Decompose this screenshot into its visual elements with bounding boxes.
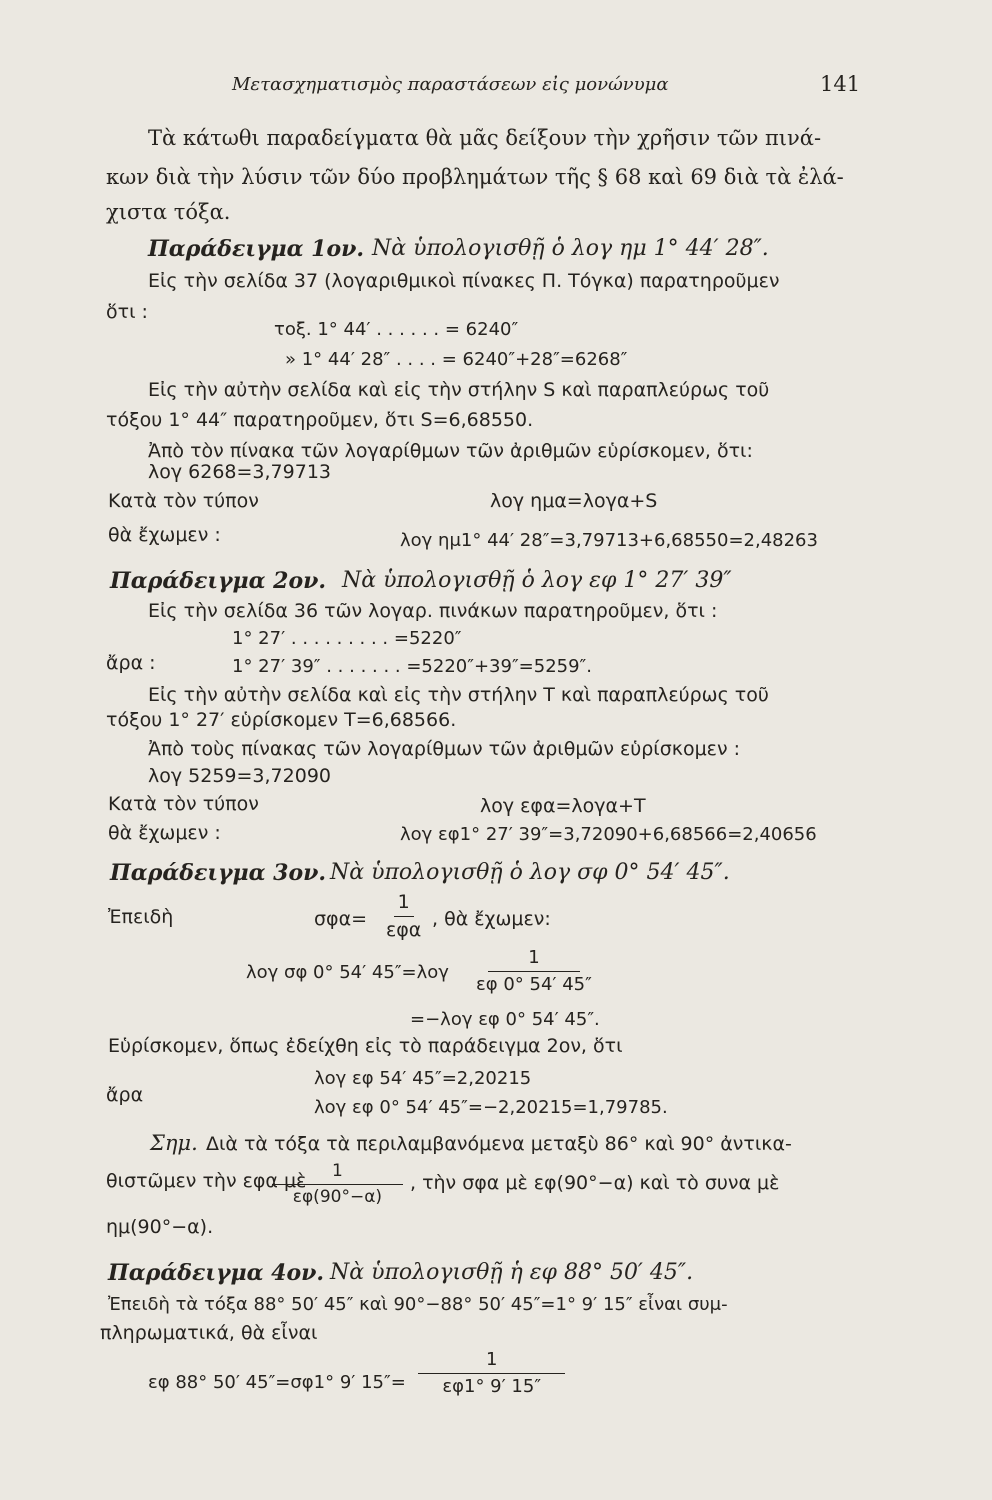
example-2-eq-2: 1° 27′ 39″ . . . . . . . =5220″+39″=5259″. [232, 656, 592, 677]
example-3-fraction-2 [472, 948, 596, 995]
fraction-numerator: 1 [394, 892, 414, 917]
example-3-line-1: Εὑρίσκομεν, ὅπως ἐδείχθη εἰς τὸ παράδειγμα 2ον, ὅτι [108, 1035, 623, 1057]
example-2-ara: ἄρα : [106, 652, 156, 674]
example-1-line-1: Εἰς τὴν σελίδα 37 (λογαριθμικοὶ πίνακες Π. Τόγκα) παρατηροῦμεν [148, 270, 780, 292]
example-2-result-label: θὰ ἔχωμεν : [108, 822, 221, 844]
example-3-fraction-1 [382, 892, 425, 942]
example-3-sfa-rhs: , θὰ ἔχωμεν: [432, 908, 551, 930]
example-1-line-3: Εἰς τὴν αὐτὴν σελίδα καὶ εἰς τὴν στήλην S καὶ παραπλεύρως τοῦ [148, 379, 770, 401]
example-1-heading: Παράδειγμα 1ον. [148, 236, 365, 262]
fraction-denominator: εφ1° 9′ 15″ [442, 1375, 542, 1397]
intro-line-3: χιστα τόξα. [106, 200, 231, 224]
example-4-fraction [418, 1350, 565, 1397]
example-3-task: Νὰ ὑπολογισθῇ ὁ λογ σφ 0° 54′ 45″. [330, 860, 730, 885]
fraction-denominator: εφα [386, 918, 422, 941]
intro-line-1: Τὰ κάτωθι παραδείγματα θὰ μᾶς δείξουν τὴν χρῆσιν τῶν πινά- [148, 126, 822, 150]
example-3-eq-2: =−λογ εφ 0° 54′ 45″. [410, 1009, 600, 1030]
note-fraction [272, 1162, 403, 1207]
example-1-eq-1: τοξ. 1° 44′ . . . . . . = 6240″ [274, 319, 519, 340]
note-label: Σημ. [150, 1131, 198, 1155]
example-3-heading: Παράδειγμα 3ον. [110, 860, 327, 886]
example-2-line-3: τόξου 1° 27′ εὑρίσκομεν T=6,68566. [106, 709, 457, 731]
running-title: Μετασχηματισμὸς παραστάσεων εἰς μονώνυμα [232, 74, 669, 95]
example-1-eq-2: » 1° 44′ 28″ . . . . = 6240″+28″=6268″ [285, 349, 628, 370]
example-2-eq-3: λογ 5259=3,72090 [148, 765, 331, 787]
example-3-since: Ἐπειδὴ [108, 906, 174, 928]
example-4-line-2: πληρωματικά, θὰ εἶναι [100, 1322, 318, 1344]
example-3-eq-1-lhs: λογ σφ 0° 54′ 45″=λογ [246, 962, 449, 983]
intro-line-2: κων διὰ τὴν λύσιν τῶν δύο προβλημάτων τῆς § 68 καὶ 69 διὰ τὰ ἐλά- [106, 165, 844, 189]
example-1-task: Νὰ ὑπολογισθῇ ὁ λογ ημ 1° 44′ 28″. [372, 236, 769, 261]
example-1-line-5: Ἀπὸ τὸν πίνακα τῶν λογαρίθμων τῶν ἀριθμῶν εὑρίσκομεν, ὅτι: [148, 440, 753, 462]
note-line-2-a: θιστῶμεν τὴν εφα μὲ [106, 1170, 307, 1192]
example-2-eq-1: 1° 27′ . . . . . . . . . =5220″ [232, 628, 462, 649]
example-1-formula-label: Κατὰ τὸν τύπον [108, 490, 259, 512]
example-1-line-2: ὅτι : [106, 301, 148, 323]
example-1-eq-3: λογ 6268=3,79713 [148, 461, 331, 483]
note-line-3: ημ(90°−α). [106, 1216, 214, 1238]
fraction-numerator: 1 [272, 1162, 403, 1185]
example-3-ara: ἄρα [106, 1084, 144, 1106]
note-line-1: Διὰ τὰ τόξα τὰ περιλαμβανόμενα μεταξὺ 86° καὶ 90° ἀντικα- [206, 1133, 792, 1155]
example-2-formula: λογ εφα=λογα+T [480, 795, 646, 817]
note-line-2-b: , τὴν σφα μὲ εφ(90°−α) καὶ τὸ συνα μὲ [410, 1172, 780, 1194]
example-1-formula: λογ ημα=λογα+S [490, 490, 658, 512]
page-number: 141 [820, 72, 861, 96]
example-1-line-4: τόξου 1° 44″ παρατηροῦμεν, ὅτι S=6,68550. [106, 409, 534, 431]
fraction-numerator: 1 [488, 948, 579, 972]
example-2-heading: Παράδειγμα 2ον. [110, 568, 327, 594]
example-3-eq-3: λογ εφ 54′ 45″=2,20215 [314, 1068, 532, 1089]
example-2-line-1: Εἰς τὴν σελίδα 36 τῶν λογαρ. πινάκων παρατηροῦμεν, ὅτι : [148, 600, 718, 622]
example-2-result: λογ εφ1° 27′ 39″=3,72090+6,68566=2,40656 [400, 824, 817, 845]
example-2-line-2: Εἰς τὴν αὐτὴν σελίδα καὶ εἰς τὴν στήλην T καὶ παραπλεύρως τοῦ [148, 684, 769, 706]
example-3-sfa-lhs: σφα= [314, 908, 368, 930]
example-1-result: λογ ημ1° 44′ 28″=3,79713+6,68550=2,48263 [400, 530, 818, 551]
example-4-heading: Παράδειγμα 4ον. [108, 1260, 325, 1286]
example-4-line-1: Ἐπειδὴ τὰ τόξα 88° 50′ 45″ καὶ 90°−88° 50′ 45″=1° 9′ 15″ εἶναι συμ- [108, 1294, 728, 1315]
example-2-task: Νὰ ὑπολογισθῇ ὁ λογ εφ 1° 27′ 39″ [342, 568, 732, 593]
fraction-numerator: 1 [418, 1350, 565, 1374]
example-4-task: Νὰ ὑπολογισθῇ ἡ εφ 88° 50′ 45″. [330, 1260, 694, 1285]
example-3-eq-4: λογ εφ 0° 54′ 45″=−2,20215=1,79785. [314, 1097, 668, 1118]
example-4-eq-lhs: εφ 88° 50′ 45″=σφ1° 9′ 15″= [148, 1372, 406, 1393]
fraction-denominator: εφ 0° 54′ 45″ [476, 973, 592, 995]
example-1-result-label: θὰ ἔχωμεν : [108, 524, 221, 546]
fraction-denominator: εφ(90°−α) [292, 1186, 383, 1207]
example-2-formula-label: Κατὰ τὸν τύπον [108, 793, 259, 815]
example-2-line-4: Ἀπὸ τοὺς πίνακας τῶν λογαρίθμων τῶν ἀριθμῶν εὑρίσκομεν : [148, 738, 740, 760]
